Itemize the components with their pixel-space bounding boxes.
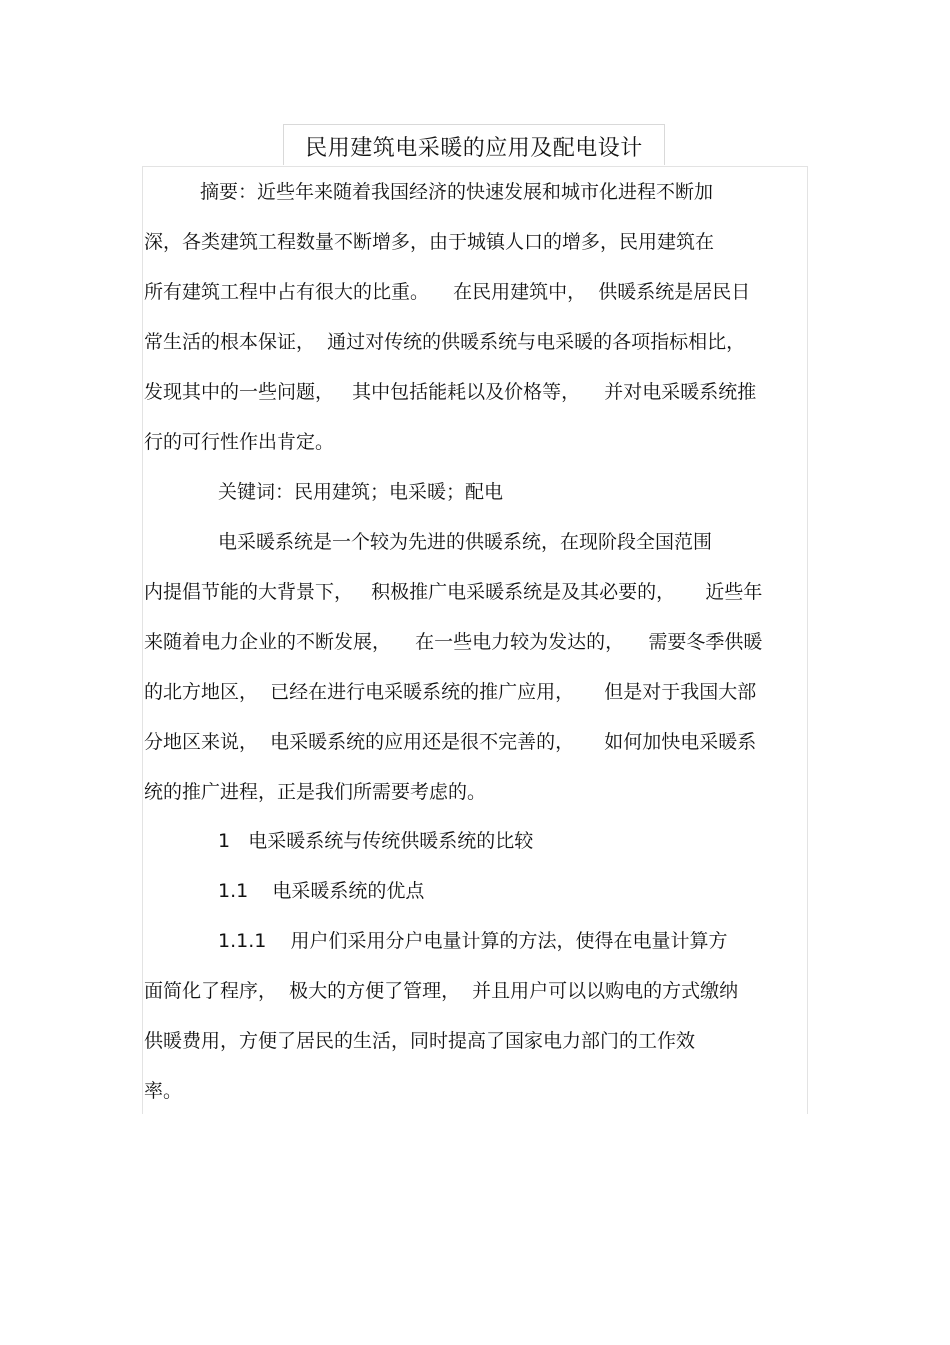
paragraph-line: 发现其中的一些问题， 其中包括能耗以及价格等， 并对电采暖系统推: [144, 381, 757, 403]
paragraph-line: 所有建筑工程中占有很大的比重。 在民用建筑中， 供暖系统是居民日: [144, 281, 751, 303]
paragraph-line: 行的可行性作出肯定。: [144, 431, 335, 453]
section-heading: 1 电采暖系统与传统供暖系统的比较: [218, 830, 534, 852]
paragraph-line: 分地区来说， 电采暖系统的应用还是很不完善的， 如何加快电采暖系: [144, 731, 757, 753]
paragraph-line: 常生活的根本保证， 通过对传统的供暖系统与电采暖的各项指标相比，: [144, 331, 746, 353]
paragraph-line: 1.1.1 用户们采用分户电量计算的方法，使得在电量计算方: [218, 930, 728, 952]
paragraph-line: 摘要：近些年来随着我国经济的快速发展和城市化进程不断加: [200, 181, 714, 203]
paragraph-line: 来随着电力企业的不断发展， 在一些电力较为发达的， 需要冬季供暖: [144, 631, 763, 653]
subsection-heading: 1.1 电采暖系统的优点: [218, 880, 425, 902]
paragraph-line: 电采暖系统是一个较为先进的供暖系统，在现阶段全国范围: [218, 531, 713, 553]
paragraph-line: 深，各类建筑工程数量不断增多，由于城镇人口的增多，民用建筑在: [144, 231, 715, 253]
keywords-line: 关键词：民用建筑；电采暖；配电: [218, 481, 504, 503]
document-title: 民用建筑电采暖的应用及配电设计: [305, 136, 643, 161]
paragraph-line: 率。: [144, 1080, 183, 1102]
paragraph-line: 内提倡节能的大背景下， 积极推广电采暖系统是及其必要的， 近些年: [144, 581, 763, 603]
paragraph-line: 供暖费用，方便了居民的生活，同时提高了国家电力部门的工作效: [144, 1030, 696, 1052]
paragraph-line: 统的推广进程，正是我们所需要考虑的。: [144, 781, 487, 803]
title-box: [283, 124, 665, 165]
paragraph-line: 面简化了程序， 极大的方便了管理， 并且用户可以以购电的方式缴纳: [144, 980, 739, 1002]
paragraph-line: 的北方地区， 已经在进行电采暖系统的推广应用， 但是对于我国大部: [144, 681, 757, 703]
